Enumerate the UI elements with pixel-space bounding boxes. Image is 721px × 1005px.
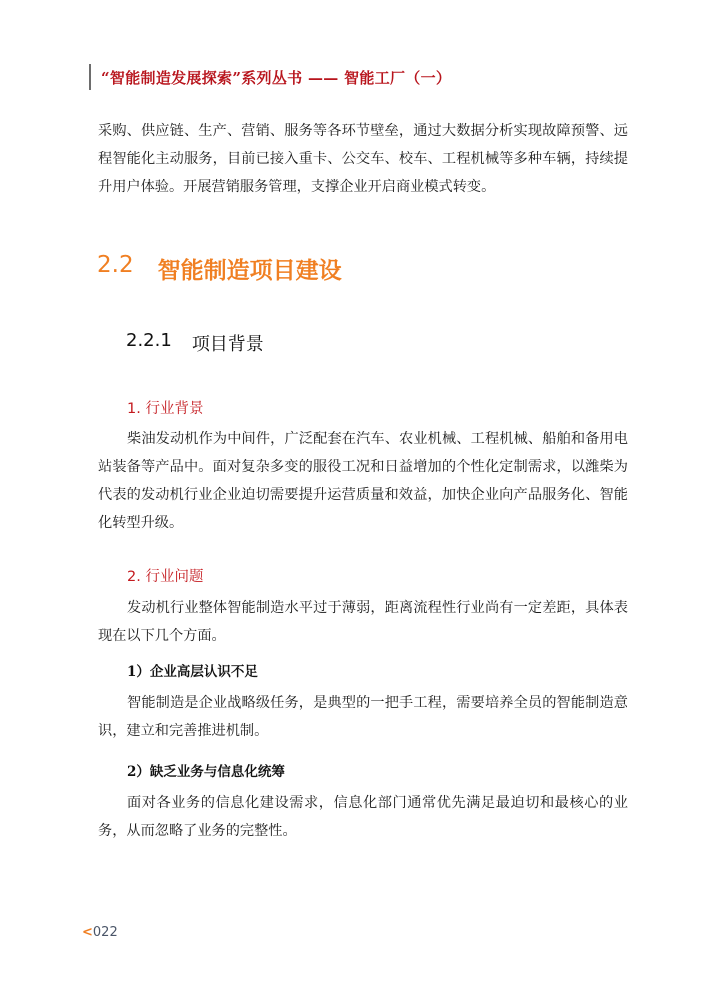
- industry-background-paragraph: 柴油发动机作为中间件，广泛配套在汽车、农业机械、工程机械、船舶和备用电站装备等产品中。面对复杂多变的服役工况和日益增加的个性化定制需求，以潍柴为代表的发动机行业企业迫切需要提升运营质量和效益，加快企业向产品服务化、智能化转型升级。: [98, 431, 628, 531]
- subsection-heading: [126, 330, 264, 356]
- leadership-paragraph: 智能制造是企业战略级任务，是典型的一把手工程，需要培养全员的智能制造意识，建立和完善推进机制。: [98, 695, 628, 739]
- intro-paragraph: 采购、供应链、生产、营销、服务等各环节壁垒，通过大数据分析实现故障预警、远程智能化主动服务，目前已接入重卡、公交车、校车、工程机械等多种车辆，持续提升用户体验。开展营销服务管理，支撑企业开启商业模式转变。: [98, 123, 628, 195]
- section-title: 智能制造项目建设: [157, 258, 342, 284]
- running-header: [89, 64, 451, 90]
- subitem-heading-coordination: 2）缺乏业务与信息化统筹: [127, 764, 285, 780]
- item-heading-industry-problems: 2. 行业问题: [127, 569, 204, 585]
- item-heading-industry-background: 1. 行业背景: [127, 401, 204, 417]
- header-divider-bar: [89, 64, 91, 90]
- subsection-number: 2.2.1: [126, 330, 172, 351]
- page-number: [82, 925, 118, 940]
- industry-problems-paragraph: 发动机行业整体智能制造水平过于薄弱，距离流程性行业尚有一定差距，具体表现在以下几个方面。: [98, 600, 628, 644]
- subsection-title: 项目背景: [191, 334, 264, 355]
- book-series-title: “智能制造发展探索”系列丛书 —— 智能工厂（一）: [101, 68, 452, 87]
- page-number-value: 022: [92, 925, 118, 940]
- subitem-heading-leadership: 1）企业高层认识不足: [127, 664, 258, 680]
- section-number: 2.2: [97, 252, 134, 278]
- page-arrow-icon: <: [82, 925, 93, 940]
- section-heading: [97, 252, 342, 285]
- coordination-paragraph: 面对各业务的信息化建设需求，信息化部门通常优先满足最迫切和最核心的业务，从而忽略了业务的完整性。: [98, 795, 628, 839]
